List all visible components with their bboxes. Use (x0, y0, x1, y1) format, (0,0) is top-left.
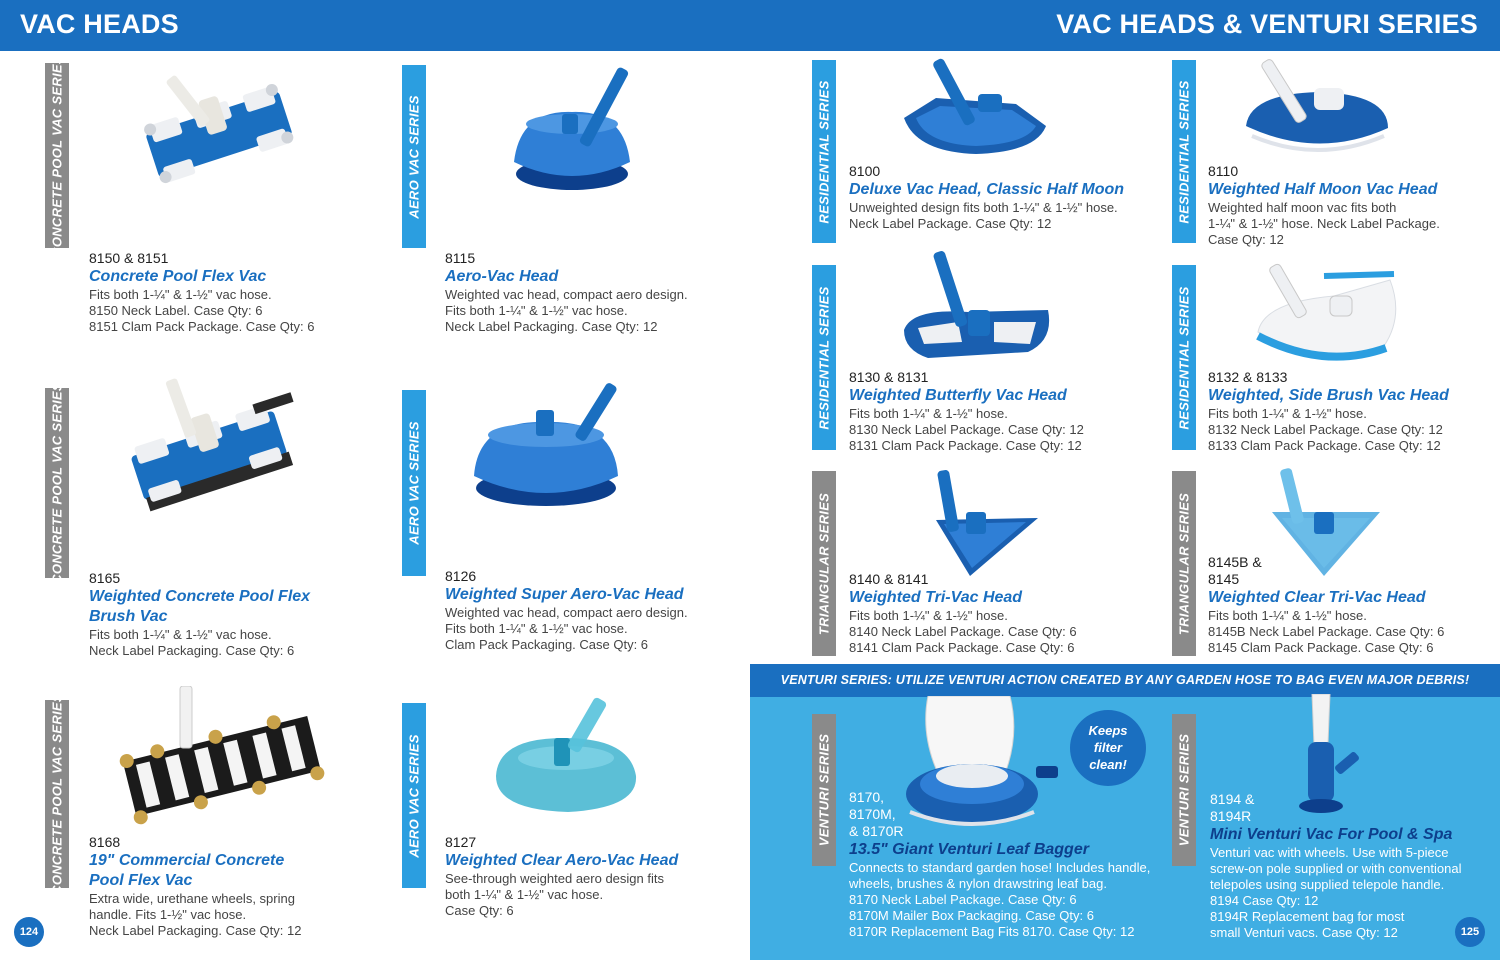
product-sku: 8170, 8170M, & 8170R (849, 789, 904, 839)
series-tab-venturi: VENTURI SERIES (1172, 714, 1196, 866)
product-sku: 8130 & 8131 (849, 369, 929, 385)
product-description: Fits both 1-¼" & 1-½" hose. 8132 Neck Label Package. Case Qty: 12 8133 Clam Pack Package. Case Qty: 12 (1208, 406, 1443, 453)
product-sku: 8150 & 8151 (89, 250, 169, 266)
product-name: Weighted, Side Brush Vac Head (1208, 387, 1449, 404)
product-name: Weighted Clear Aero-Vac Head (445, 852, 679, 869)
product-sku: 8145B & 8145 (1208, 554, 1262, 587)
page-header (0, 0, 1500, 51)
product-image-8110 (1238, 56, 1398, 164)
product-image-8130 (898, 250, 1058, 370)
product-description: Fits both 1-¼" & 1-½" vac hose. Neck Label Packaging. Case Qty: 6 (89, 627, 295, 658)
product-description: Weighted vac head, compact aero design. Fits both 1-¼" & 1-½" vac hose. Clam Pack Packaging. Case Qty: 6 (445, 605, 688, 652)
product-8126 (445, 568, 775, 653)
product-8194 (1210, 791, 1500, 941)
series-tab-residential: RESIDENTIAL SERIES (812, 60, 836, 243)
product-name: Weighted Clear Tri-Vac Head (1208, 589, 1426, 606)
product-8165 (89, 570, 419, 659)
series-tab-concrete: CONCRETE POOL VAC SERIES (45, 63, 69, 248)
product-image-8150 (130, 66, 310, 196)
product-image-8115 (500, 62, 660, 202)
page-number-right: 125 (1455, 917, 1485, 947)
product-description: Fits both 1-¼" & 1-½" hose. 8145B Neck Label Package. Case Qty: 6 8145 Clam Pack Package. Case Qty: 6 (1208, 608, 1445, 655)
product-image-8168 (118, 686, 328, 826)
product-sku: 8168 (89, 834, 121, 850)
product-description: Extra wide, urethane wheels, spring handle. Fits 1-½" vac hose. Neck Label Packaging. Case Qty: 12 (89, 891, 302, 938)
product-8115 (445, 250, 775, 335)
product-name: Mini Venturi Vac For Pool & Spa (1210, 826, 1453, 843)
keeps-filter-clean-badge: Keeps filter clean! (1070, 710, 1146, 786)
product-sku: 8115 (445, 250, 476, 266)
series-tab-aero: AERO VAC SERIES (402, 703, 426, 888)
product-8145 (1208, 554, 1500, 656)
product-sku: 8194 & 8194R (1210, 791, 1255, 824)
series-tab-concrete: CONCRETE POOL VAC SERIES (45, 388, 69, 578)
product-image-8165 (115, 372, 305, 522)
product-name: Weighted Concrete Pool Flex Brush Vac (89, 588, 311, 625)
product-description: Unweighted design fits both 1-¼" & 1-½" hose. Neck Label Package. Case Qty: 12 (849, 200, 1118, 231)
product-description: See-through weighted aero design fits both 1-¼" & 1-½" vac hose. Case Qty: 6 (445, 871, 664, 918)
product-image-8140 (906, 470, 1046, 580)
product-description: Connects to standard garden hose! Includes handle, wheels, brushes & nylon drawstring leaf bag. 8170 Neck Label Package. Case Qty: 6 8170M Mailer Box Packaging. Case Qty: 6 8170R Replacement Bag Fits 8170. Case Qty: 12 (849, 860, 1151, 939)
product-sku: 8140 & 8141 (849, 571, 929, 587)
product-name: Weighted Half Moon Vac Head (1208, 181, 1438, 198)
product-image-8100 (896, 56, 1056, 164)
series-tab-residential: RESIDENTIAL SERIES (1172, 60, 1196, 243)
product-sku: 8100 (849, 163, 881, 179)
series-tab-aero: AERO VAC SERIES (402, 65, 426, 248)
product-8130 (849, 369, 1179, 454)
product-8132 (1208, 369, 1500, 454)
product-sku: 8132 & 8133 (1208, 369, 1288, 385)
product-image-8132 (1244, 256, 1414, 372)
product-8150 (89, 250, 419, 335)
product-name: Concrete Pool Flex Vac (89, 268, 267, 285)
series-tab-aero: AERO VAC SERIES (402, 390, 426, 576)
series-tab-triangular: TRIANGULAR SERIES (1172, 471, 1196, 656)
series-tab-triangular-residential: RESIDENTIAL SERIES (1172, 265, 1196, 450)
series-tab-venturi: VENTURI SERIES (812, 714, 836, 866)
product-8127 (445, 834, 775, 919)
product-image-8126 (462, 380, 642, 520)
product-name: Weighted Butterfly Vac Head (849, 387, 1067, 404)
series-tab-residential: RESIDENTIAL SERIES (812, 265, 836, 450)
product-description: Fits both 1-¼" & 1-½" hose. 8130 Neck Label Package. Case Qty: 12 8131 Clam Pack Package. Case Qty: 12 (849, 406, 1084, 453)
product-sku: 8110 (1208, 163, 1239, 179)
product-name: Deluxe Vac Head, Classic Half Moon (849, 181, 1125, 198)
right-page-title: VAC HEADS & VENTURI SERIES (1056, 9, 1478, 39)
product-8170 (849, 789, 1179, 940)
product-8140 (849, 571, 1179, 656)
product-description: Weighted half moon vac fits both 1-¼" & 1-½" hose. Neck Label Package. Case Qty: 12 (1208, 200, 1440, 247)
product-name: Weighted Super Aero-Vac Head (445, 586, 684, 603)
left-page-title: VAC HEADS (20, 9, 179, 39)
product-name: Aero-Vac Head (445, 268, 559, 285)
product-description: Fits both 1-¼" & 1-½" vac hose. 8150 Neck Label. Case Qty: 6 8151 Clam Pack Package. Case Qty: 6 (89, 287, 315, 334)
product-sku: 8126 (445, 568, 477, 584)
product-8110 (1208, 163, 1500, 248)
product-name: 13.5" Giant Venturi Leaf Bagger (849, 841, 1089, 858)
product-8168 (89, 834, 419, 939)
product-description: Weighted vac head, compact aero design. Fits both 1-¼" & 1-½" vac hose. Neck Label Packaging. Case Qty: 12 (445, 287, 688, 334)
product-description: Fits both 1-¼" & 1-½" hose. 8140 Neck Label Package. Case Qty: 6 8141 Clam Pack Package. Case Qty: 6 (849, 608, 1077, 655)
series-tab-triangular: TRIANGULAR SERIES (812, 471, 836, 656)
page-number-left: 124 (14, 917, 44, 947)
product-8100 (849, 163, 1179, 232)
product-image-8127 (488, 688, 648, 828)
series-tab-concrete: CONCRETE POOL VAC SERIES (45, 700, 69, 888)
product-description: Venturi vac with wheels. Use with 5-piece screw-on pole supplied or with conventional telepoles using supplied telepole handle. 8194 Case Qty: 12 8194R Replacement bag for most small Venturi vacs. Case Qty: 12 (1210, 845, 1462, 940)
product-sku: 8165 (89, 570, 121, 586)
product-name: 19" Commercial Concrete Pool Flex Vac (89, 852, 285, 889)
venturi-banner: VENTURI SERIES: UTILIZE VENTURI ACTION CREATED BY ANY GARDEN HOSE TO BAG EVEN MAJOR DEBRIS! (750, 664, 1500, 697)
product-name: Weighted Tri-Vac Head (849, 589, 1023, 606)
product-sku: 8127 (445, 834, 477, 850)
